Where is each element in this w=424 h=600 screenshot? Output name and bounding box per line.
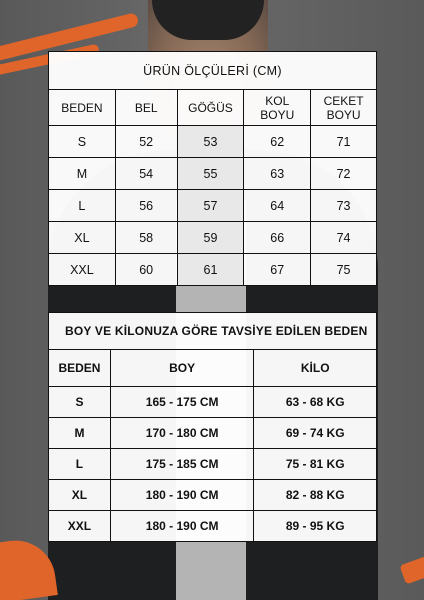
table-row [49,449,377,480]
table-row [49,222,377,254]
value-cell: 63 [244,158,311,190]
table-header-row [49,350,377,387]
table-title-row [49,313,377,350]
height-cell: 170 - 180 CM [110,418,253,449]
weight-cell: 82 - 88 KG [254,480,377,511]
table-header-row [49,90,377,126]
table-row [49,418,377,449]
value-cell: 56 [115,190,177,222]
header-cell: GÖĞÜS [177,90,244,126]
header-cell: BEL [115,90,177,126]
value-cell: 66 [244,222,311,254]
value-cell: 54 [115,158,177,190]
size-cell: M [49,418,111,449]
size-cell: S [49,126,116,158]
value-cell: 64 [244,190,311,222]
table-row [49,158,377,190]
value-cell: 57 [177,190,244,222]
value-cell: 60 [115,254,177,286]
size-cell: M [49,158,116,190]
value-cell: 75 [311,254,377,286]
table-row [49,190,377,222]
value-cell: 67 [244,254,311,286]
size-cell: XXL [49,511,111,542]
measurements-title: ÜRÜN ÖLÇÜLERİ (CM) [49,52,377,90]
table-row [49,387,377,418]
weight-cell: 75 - 81 KG [254,449,377,480]
weight-cell: 89 - 95 KG [254,511,377,542]
value-cell: 71 [311,126,377,158]
size-cell: XL [49,480,111,511]
value-cell: 61 [177,254,244,286]
header-cell: KOL BOYU [244,90,311,126]
value-cell: 58 [115,222,177,254]
weight-cell: 63 - 68 KG [254,387,377,418]
product-measurements-table [48,51,377,286]
table-row [49,254,377,286]
table-title-row [49,52,377,90]
value-cell: 72 [311,158,377,190]
height-cell: 175 - 185 CM [110,449,253,480]
height-cell: 180 - 190 CM [110,511,253,542]
size-cell: L [49,449,111,480]
value-cell: 62 [244,126,311,158]
header-cell: KİLO [254,350,377,387]
value-cell: 52 [115,126,177,158]
value-cell: 73 [311,190,377,222]
value-cell: 55 [177,158,244,190]
size-cell: XL [49,222,116,254]
table-row [49,480,377,511]
value-cell: 59 [177,222,244,254]
size-cell: L [49,190,116,222]
header-cell: CEKET BOYU [311,90,377,126]
size-cell: XXL [49,254,116,286]
height-cell: 180 - 190 CM [110,480,253,511]
height-cell: 165 - 175 CM [110,387,253,418]
value-cell: 53 [177,126,244,158]
weight-cell: 69 - 74 KG [254,418,377,449]
table-row [49,126,377,158]
recommended-size-table [48,312,377,542]
recommended-size-title: BOY VE KİLONUZA GÖRE TAVSİYE EDİLEN BEDEN [49,313,377,350]
header-cell: BEDEN [49,90,116,126]
header-cell: BOY [110,350,253,387]
size-cell: S [49,387,111,418]
value-cell: 74 [311,222,377,254]
header-cell: BEDEN [49,350,111,387]
table-row [49,511,377,542]
